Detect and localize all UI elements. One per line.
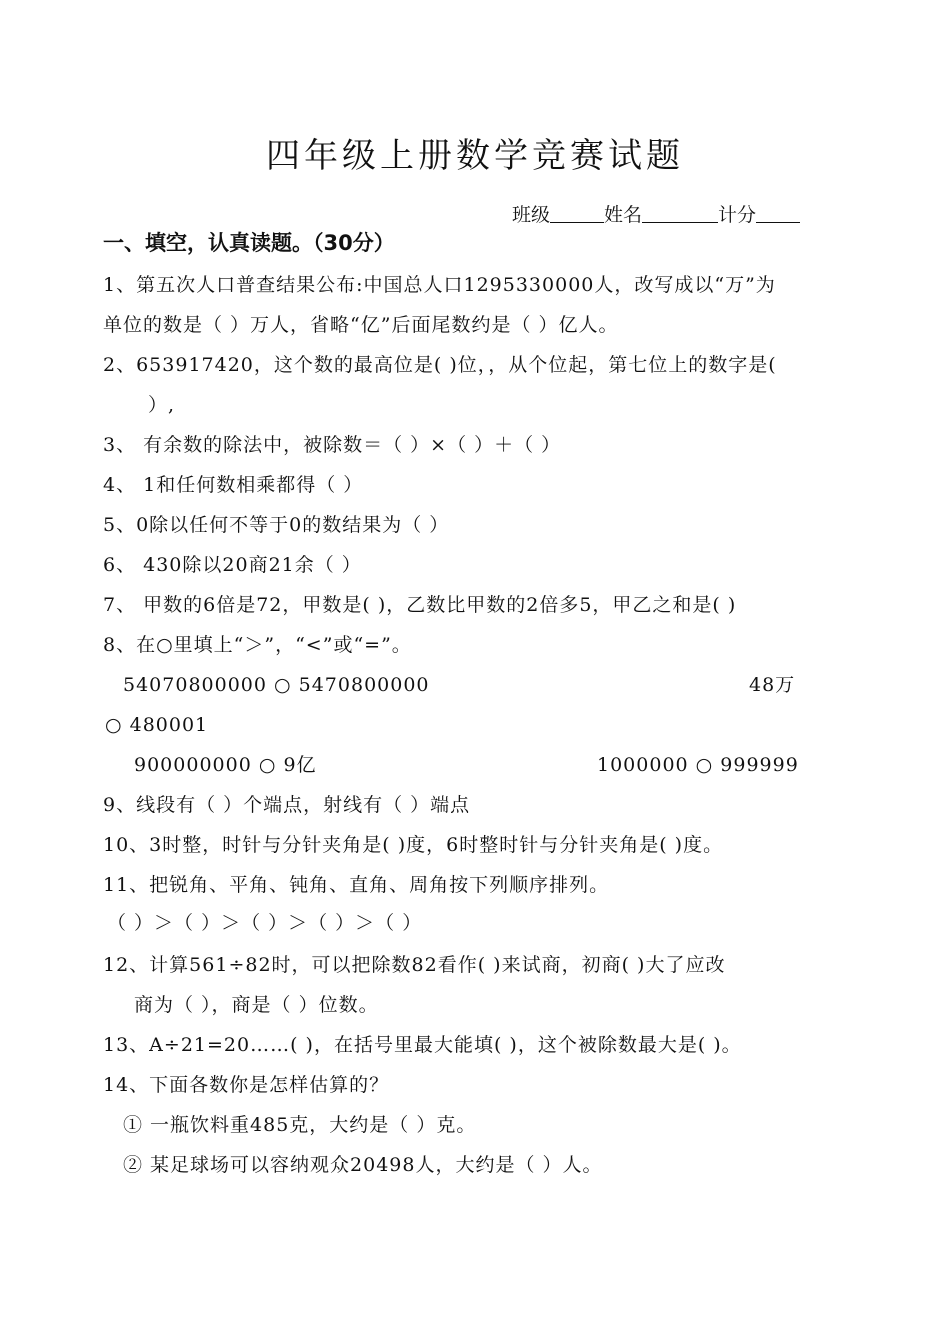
compare-row-3-left: 900000000 ○ 9亿 <box>134 754 317 776</box>
question-1-line-1: 1、第五次人口普查结果公布:中国总人口1295330000人，改写成以“万”为 <box>103 274 776 296</box>
question-14-part-2: ② 某足球场可以容纳观众20498人，大约是（ ）人。 <box>123 1154 603 1176</box>
question-6: 6、 430除以20商21余（ ） <box>103 554 362 576</box>
question-2-line-1: 2、653917420，这个数的最高位是( )位，，从个位起，第七位上的数字是( <box>103 354 777 376</box>
score-label: 计分 <box>718 204 757 226</box>
class-label: 班级 <box>512 204 551 226</box>
section-heading: 一、填空，认真读题。（30分） <box>103 231 395 255</box>
question-3: 3、 有余数的除法中，被除数＝（ ）×（ ）＋（ ） <box>103 434 562 456</box>
question-14: 14、下面各数你是怎样估算的？ <box>103 1074 390 1096</box>
question-10: 10、3时整，时针与分针夹角是( )度，6时整时针与分针夹角是( )度。 <box>103 834 724 856</box>
compare-row-1-left: 54070800000 ○ 5470800000 <box>123 674 430 696</box>
question-4: 4、 1和任何数相乘都得（ ） <box>103 474 364 496</box>
question-1-line-2: 单位的数是（ ）万人，省略“亿”后面尾数约是（ ）亿人。 <box>103 314 619 336</box>
question-5: 5、0除以任何不等于0的数结果为（ ） <box>103 514 450 536</box>
question-12-line-1: 12、计算561÷82时，可以把除数82看作( )来试商，初商( )大了应改 <box>103 954 726 976</box>
compare-row-2: ○ 480001 <box>105 714 209 736</box>
question-11-order: （ ）＞（ ）＞（ ）＞（ ）＞（ ） <box>107 912 423 934</box>
compare-row-3-right: 1000000 ○ 999999 <box>597 754 799 776</box>
student-info <box>512 200 800 227</box>
question-12-line-2: 商为（ ），商是（ ）位数。 <box>134 994 379 1016</box>
question-2-line-2: ）, <box>148 394 176 416</box>
name-label: 姓名 <box>604 204 643 226</box>
score-blank <box>756 204 800 223</box>
question-13: 13、A÷21=20……( )，在括号里最大能填( )，这个被除数最大是( )。 <box>103 1034 742 1056</box>
name-blank <box>642 204 718 223</box>
page-title: 四年级上册数学竞赛试题 <box>266 136 684 176</box>
question-8: 8、在○里填上“＞”，“<”或“=”。 <box>103 634 412 656</box>
question-14-part-1: ① 一瓶饮料重485克，大约是（ ）克。 <box>123 1114 477 1136</box>
compare-row-1-right: 48万 <box>749 674 796 696</box>
class-blank <box>550 204 604 223</box>
question-7: 7、 甲数的6倍是72，甲数是( )，乙数比甲数的2倍多5，甲乙之和是( ) <box>103 594 737 616</box>
question-9: 9、线段有（ ）个端点，射线有（ ）端点 <box>103 794 471 816</box>
question-11: 11、把锐角、平角、钝角、直角、周角按下列顺序排列。 <box>103 874 610 896</box>
